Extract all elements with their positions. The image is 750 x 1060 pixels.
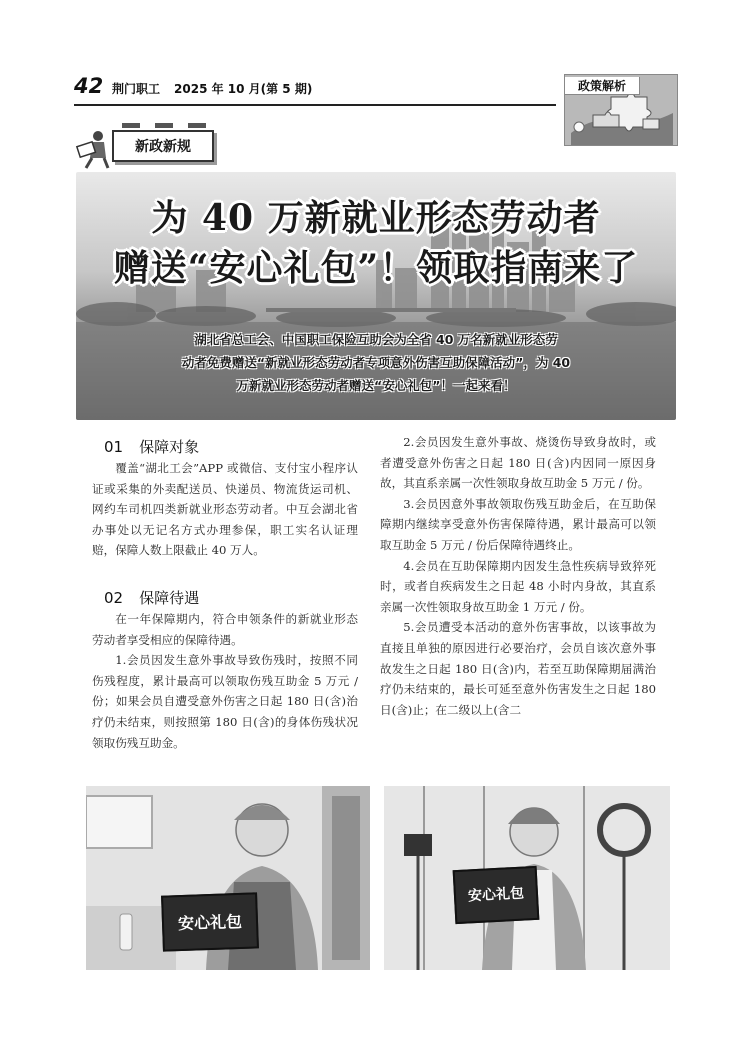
page-number: 42	[74, 74, 104, 98]
section-2-body	[92, 609, 358, 753]
paragraph: 1.会员因发生意外事故导致伤残时，按照不同伤残程度，累计最高可以领取伤残互助金 5 万元 / 份；如果会员自遭受意外伤害之日起 180 日(含)治疗仍未结束，则按照第 180 日(含)的身体伤残状况领取伤残互助金。	[92, 653, 358, 750]
section-label: 政策解析	[565, 77, 640, 95]
issue-date: 2025 年 10 月(第 5 期)	[174, 82, 313, 96]
paragraph: 5.会员遭受本活动的意外伤害事故，以该事故为直接且单独的原因进行必要治疗，会员自该次意外事故发生之日起 180 日(含)内，若至互助保障期届满治疗仍未结束的，最长可延至意外伤害发生之日起 180 日(含)止；在二级以上(含二	[380, 620, 656, 717]
journal-info	[112, 80, 326, 97]
gift-box	[161, 892, 259, 951]
badge-tabs	[122, 123, 206, 129]
section-heading-2	[104, 587, 199, 608]
header-rule	[74, 104, 556, 106]
banner-title-line2: 赠送“安心礼包”！领取指南来了	[113, 247, 639, 289]
banner-title-line1: 为 40 万新就业形态劳动者	[151, 197, 601, 239]
paragraph: 在一年保障期内，符合申领条件的新就业形态劳动者享受相应的保障待遇。	[92, 612, 358, 647]
hero-banner	[76, 172, 676, 420]
section-number: 02	[104, 589, 124, 607]
section-1-body	[92, 458, 358, 561]
gift-box	[453, 866, 540, 924]
paragraph: 2.会员因发生意外事故、烧烫伤导致身故时，或者遭受意外伤害之日起 180 日(含)内因同一原因身故，其直系亲属一次性领取身故互助金 5 万元 / 份。	[380, 435, 656, 491]
banner-intro-line3: 万新就业形态劳动者赠送“安心礼包”！一起来看！	[236, 378, 516, 393]
section-title: 保障待遇	[139, 589, 200, 607]
reading-figure-icon	[74, 128, 114, 170]
banner-intro-line1: 湖北省总工会、中国职工保险互助会为全省 40 万名新就业形态劳	[194, 332, 558, 347]
section-heading-1	[104, 436, 199, 457]
paragraph: 4.会员在互助保障期内因发生急性疾病导致猝死时，或者自疾病发生之日起 48 小时内身故，其直系亲属一次性领取身故互助金 1 万元 / 份。	[380, 558, 656, 614]
paragraph: 3.会员因意外事故领取伤残互助金后，在互助保障期内继续享受意外伤害保障待遇，累计最高可以领取互助金 5 万元 / 份后保障待遇终止。	[380, 496, 656, 552]
gift-box-label: 安心礼包	[177, 911, 243, 934]
banner-intro-line2: 动者免费赠送“新就业形态劳动者专项意外伤害互助保障活动”，为 40	[181, 355, 571, 370]
journal-name: 荆门职工	[112, 82, 161, 96]
paragraph: 覆盖“湖北工会”APP 或微信、支付宝小程序认证或采集的外卖配送员、快递员、物流货运司机、网约车司机四类新就业形态劳动者。中互会湖北省办事处以无记名方式办理参保，职工实名认证理赔，保障人数上限截止 40 万人。	[92, 461, 358, 558]
section-number: 01	[104, 438, 124, 456]
section-tag	[564, 74, 678, 146]
gift-box-label: 安心礼包	[467, 885, 525, 905]
bridge	[266, 308, 516, 312]
right-column-body	[380, 432, 656, 720]
photo-courier-woman	[86, 786, 370, 970]
column-label: 新政新规	[135, 139, 191, 155]
photo-livestream-man	[384, 786, 670, 970]
column-badge	[112, 130, 214, 162]
section-title: 保障对象	[139, 438, 200, 456]
